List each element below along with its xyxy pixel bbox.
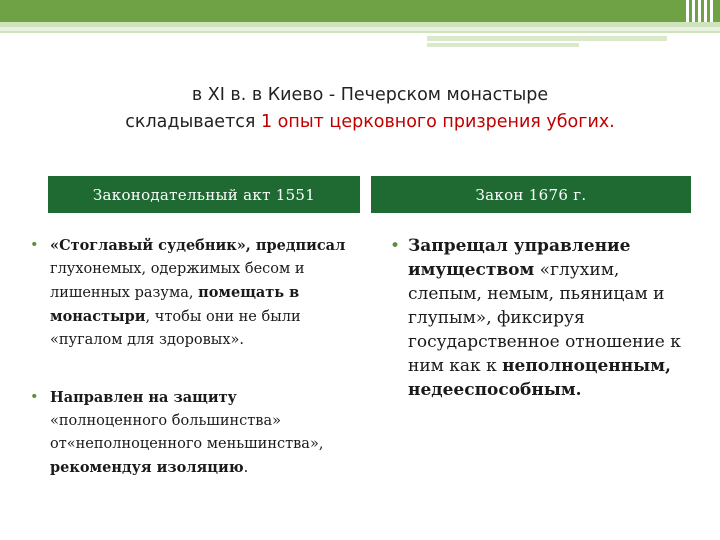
decor-stripe xyxy=(710,0,713,22)
top-decor-band xyxy=(0,0,720,22)
list-item xyxy=(28,234,358,352)
heading-line-2 xyxy=(60,109,680,136)
bullet-text: глухонемых, одержимых бесом и лишенных разума, xyxy=(50,261,305,301)
bullet-text: «глухим, слепым, немым, пьяницам и глупым», фиксируя государственное отношение к ним как к xyxy=(408,260,681,376)
heading-prefix: складывается xyxy=(125,112,261,132)
bullet-text: , чтобы они не были «пугалом для здоровых». xyxy=(50,309,301,348)
bullet-bold-text: помещать в монастыри xyxy=(50,284,300,325)
column-header-right: Закон 1676 г. xyxy=(371,176,691,213)
slide-heading xyxy=(60,82,680,136)
left-bullet-list xyxy=(28,234,358,480)
column-header-left: Законодательный акт 1551 xyxy=(48,176,360,213)
bullet-icon: • xyxy=(390,236,401,256)
bullet-bold-text: неполноценным, недееспособным. xyxy=(408,356,671,400)
right-bullet-list xyxy=(388,234,698,402)
heading-highlight: 1 опыт церковного призрения убогих. xyxy=(260,112,615,132)
list-item xyxy=(28,386,358,480)
inner-decor-band xyxy=(0,27,720,31)
decor-accent-line xyxy=(427,43,579,47)
decor-accent-line xyxy=(427,36,667,41)
decor-stripe xyxy=(692,0,695,22)
bullet-icon: • xyxy=(30,237,39,253)
bullet-bold-text: Запрещал управление имуществом xyxy=(408,236,631,280)
decor-stripe xyxy=(698,0,701,22)
bullet-text: . xyxy=(243,460,249,476)
bullet-bold-text: «Стоглавый судебник», предписал xyxy=(50,237,346,254)
bullet-bold-text: Направлен на защиту xyxy=(50,389,237,406)
bullet-text: «полноценного большинства» от«неполноценного меньшинства», xyxy=(50,413,324,452)
bullet-bold-text: рекомендуя изоляцию xyxy=(50,459,244,476)
bullet-icon: • xyxy=(30,389,39,405)
decor-stripe xyxy=(686,0,689,22)
heading-line-1: в XI в. в Киево - Печерском монастыре xyxy=(191,85,549,105)
list-item xyxy=(388,234,698,402)
decor-stripe xyxy=(704,0,707,22)
